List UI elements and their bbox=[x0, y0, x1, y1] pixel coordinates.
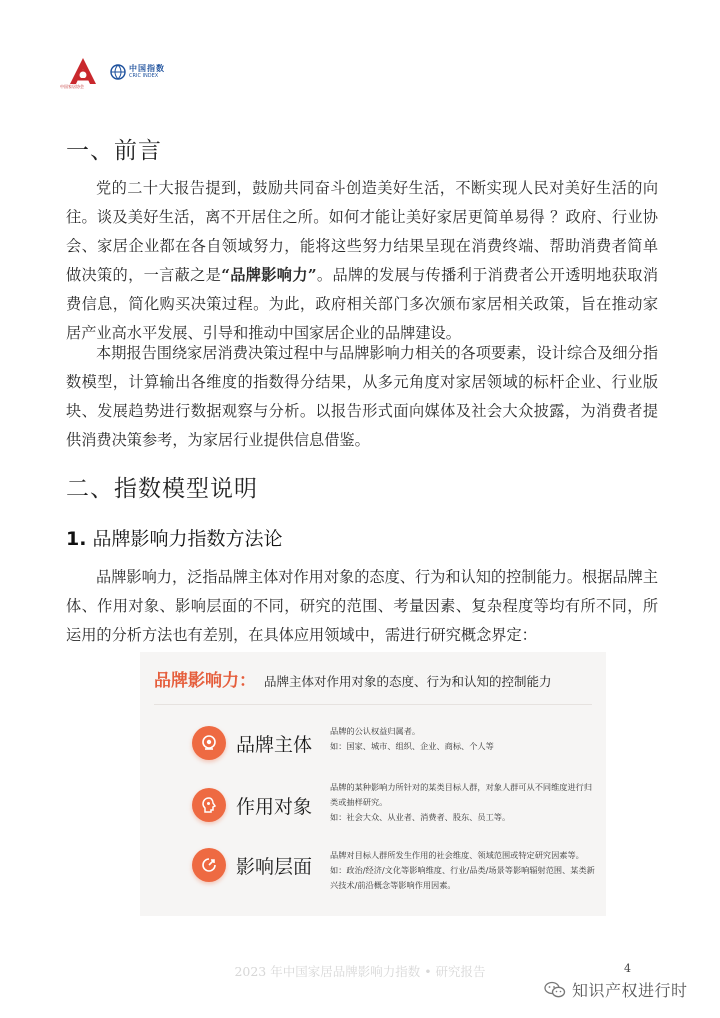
section1-paragraph2: 本期报告围绕家居消费决策过程中与品牌影响力相关的各项要素，设计综合及细分指数模型，计算输出各维度的指数得分结果，从多元角度对家居领域的标杆企业、行业版块、发展趋势进行数据观察与分析。以报告形式面向媒体及社会大众披露，为消费者提供消费决策参考，为家居行业提供信息借鉴。 bbox=[66, 344, 658, 449]
figure-row-target-object bbox=[192, 788, 316, 822]
subsection-number: 1. bbox=[66, 528, 87, 550]
figure-row-desc-line1: 品牌的公认权益归属者。 bbox=[330, 726, 421, 736]
subsection-title: 品牌影响力指数方法论 bbox=[92, 528, 283, 550]
figure-row-label: 影响层面 bbox=[236, 855, 313, 878]
para1-text-a: 党的二十大报告提到，鼓励共同奋斗创造美好生活，不断实现人民对美好生活的向往。谈及美好生活，离不开居住之所。如何才能让美好家居更简单易得 ？政府、行业协会、家居企业都在各自领域努力，能将这些努力结果呈现在消费终端、帮助消费者简单做决策的，一言蔽之是 bbox=[66, 179, 658, 284]
index-logo-en: CRIC INDEX bbox=[129, 73, 159, 79]
association-logo-caption: 中国家居协会 bbox=[60, 84, 84, 89]
section2-heading: 二、指数模型说明 bbox=[66, 476, 258, 502]
figure-title-key: 品牌影响力： bbox=[154, 671, 256, 691]
index-logo-cn: 中国指数 bbox=[129, 64, 165, 73]
section1-heading: 一、前言 bbox=[66, 138, 162, 164]
figure-row-label: 品牌主体 bbox=[236, 733, 313, 756]
section1-paragraph1 bbox=[66, 174, 658, 348]
association-logo bbox=[60, 56, 100, 94]
subsection-heading bbox=[66, 524, 283, 551]
para1-bold-term: “品牌影响力” bbox=[221, 266, 317, 284]
person-head-icon bbox=[192, 788, 226, 822]
figure-row-influence-level bbox=[192, 848, 316, 882]
figure-row-description bbox=[330, 780, 595, 825]
figure-divider bbox=[154, 704, 592, 705]
index-logo bbox=[110, 64, 165, 80]
section2-paragraph: 品牌影响力，泛指品牌主体对作用对象的态度、行为和认知的控制能力。根据品牌主体、作用对象、影响层面的不同，研究的范围、考量因素、复杂程度等均有所不同，所运用的分析方法也有差别，在具体应用领域中，需进行研究概念界定： bbox=[66, 568, 658, 644]
chart-icon bbox=[192, 848, 226, 882]
header-logos bbox=[60, 56, 165, 94]
association-logo-icon bbox=[66, 56, 100, 86]
watermark-text: 知识产权进行时 bbox=[572, 981, 688, 1000]
figure-row-label: 作用对象 bbox=[236, 795, 313, 818]
figure-row-description bbox=[330, 848, 595, 893]
figure-row-desc-line1: 品牌对目标人群所发生作用的社会维度、领域范围或特定研究因素等。 bbox=[330, 850, 584, 860]
wechat-icon bbox=[544, 981, 566, 999]
figure-title bbox=[154, 666, 552, 691]
page-footer-title: 2023 年中国家居品牌影响力指数 • 研究报告 bbox=[234, 964, 486, 979]
target-icon bbox=[192, 726, 226, 760]
figure-title-definition: 品牌主体对作用对象的态度、行为和认知的控制能力 bbox=[264, 674, 552, 689]
figure-row-desc-line2: 如：国家、城市、组织、企业、商标、个人等 bbox=[330, 741, 494, 751]
figure-row-desc-line2: 如：社会大众、从业者、消费者、股东、员工等。 bbox=[330, 812, 511, 822]
figure-row-desc-line2: 如：政治/经济/文化等影响维度、行业/品类/场景等影响辐射范围、某类新兴技术/前沿概念等影响作用因素。 bbox=[330, 865, 595, 890]
figure-row-description bbox=[330, 724, 595, 754]
para1-text-b: 。品牌的发展与传播利于消费者公开透明地获取消费信息，简化购买决策过程。为此，政府相关部门多次颁布家居相关政策，旨在推动家居产业高水平发展、引导和推动中国家居企业的品牌建设。 bbox=[66, 266, 659, 342]
figure-row-brand-subject bbox=[192, 726, 316, 760]
page-number: 4 bbox=[624, 962, 631, 975]
watermark bbox=[544, 978, 688, 1001]
globe-icon bbox=[110, 64, 126, 80]
brand-influence-figure bbox=[140, 652, 606, 916]
figure-row-desc-line1: 品牌的某种影响力所针对的某类目标人群，对象人群可从不同维度进行归类或抽样研究。 bbox=[330, 782, 593, 807]
